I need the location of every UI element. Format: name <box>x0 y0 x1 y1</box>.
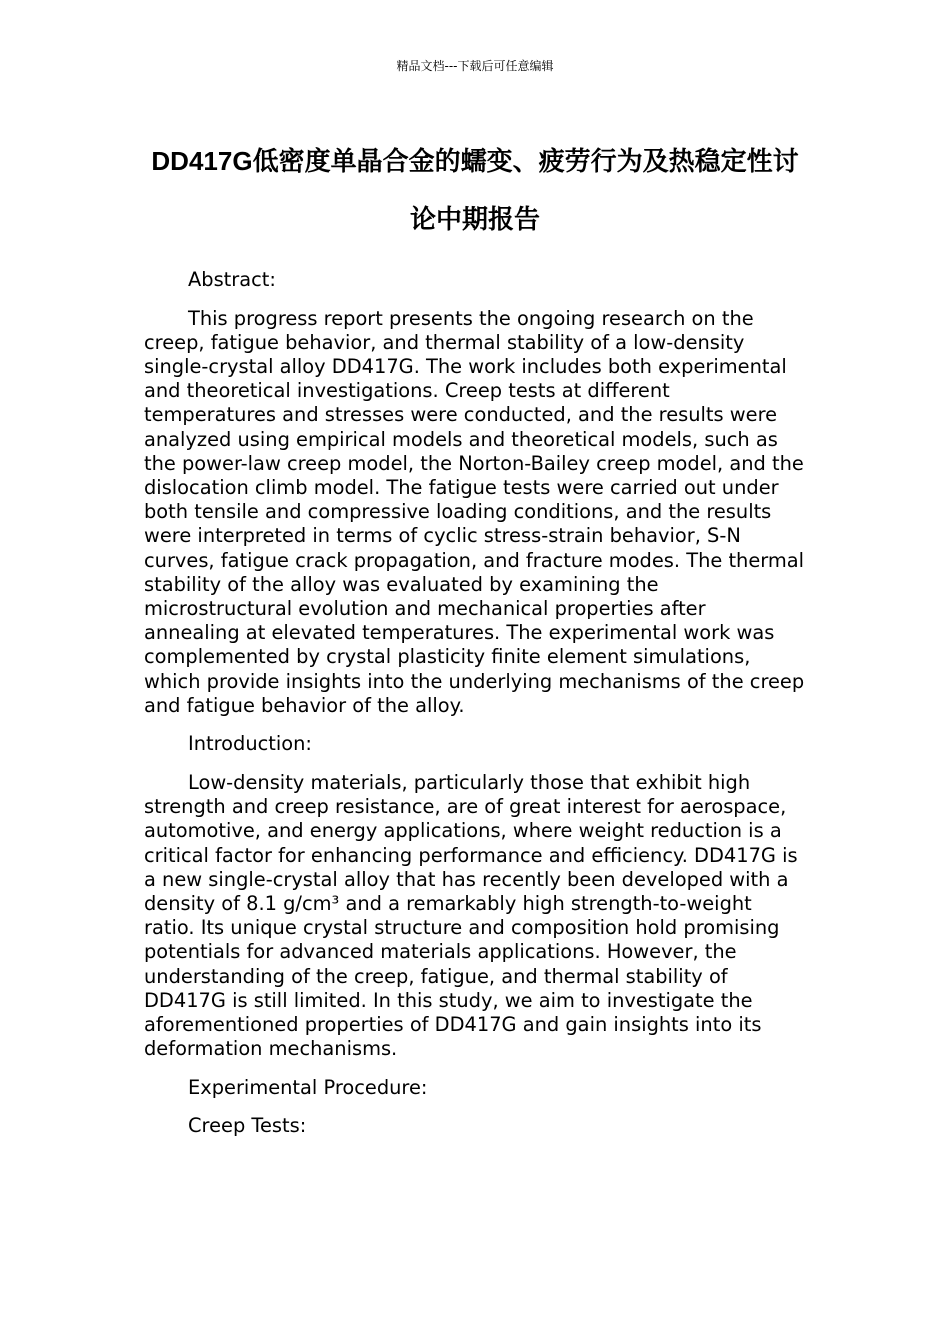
abstract-heading: Abstract: <box>188 268 276 291</box>
creep-tests-heading: Creep Tests: <box>188 1114 307 1138</box>
introduction-paragraph: Low-density materials, particularly those that exhibit high strength and creep resistance, are of great interest for aerospace, automotive, and energy applications, where weight reduction is a critical factor for enhancing performance and efficiency. DD417G is a new single-crystal alloy that has recently been developed with a density of 8.1 g/cm³ and a remarkably high strength-to-weight ratio. Its unique crystal structure and composition hold promising potentials for advanced materials applications. However, the understanding of the creep, fatigue, and thermal stability of DD417G is still limited. In this study, we aim to investigate the aforementioned properties of DD417G and gain insights into its deformation mechanisms. <box>144 771 798 1061</box>
introduction-heading: Introduction: <box>188 732 312 756</box>
page-header-note: 精品文档---下载后可任意编辑 <box>396 59 554 73</box>
document-body <box>144 268 806 1153</box>
abstract-paragraph: This progress report presents the ongoing research on the creep, fatigue behavior, and thermal stability of a low-density single-crystal alloy DD417G. The work includes both experimental and theoretical investigations. Creep tests at different temperatures and stresses were conducted, and the results were analyzed using empirical models and theoretical models, such as the power-law creep model, the Norton-Bailey creep model, and the dislocation climb model. The fatigue tests were carried out under both tensile and compressive loading conditions, and the results were interpreted in terms of cyclic stress-strain behavior, S-N curves, fatigue crack propagation, and fracture modes. The thermal stability of the alloy was evaluated by examining the microstructural evolution and mechanical properties after annealing at elevated temperatures. The experimental work was complemented by crystal plasticity finite element simulations, which provide insights into the underlying mechanisms of the creep and fatigue behavior of the alloy. <box>144 306 805 717</box>
experimental-procedure-heading: Experimental Procedure: <box>188 1075 428 1099</box>
document-title: DD417G低密度单晶合金的蠕变、疲劳行为及热稳定性讨论中期报告 <box>151 146 799 234</box>
